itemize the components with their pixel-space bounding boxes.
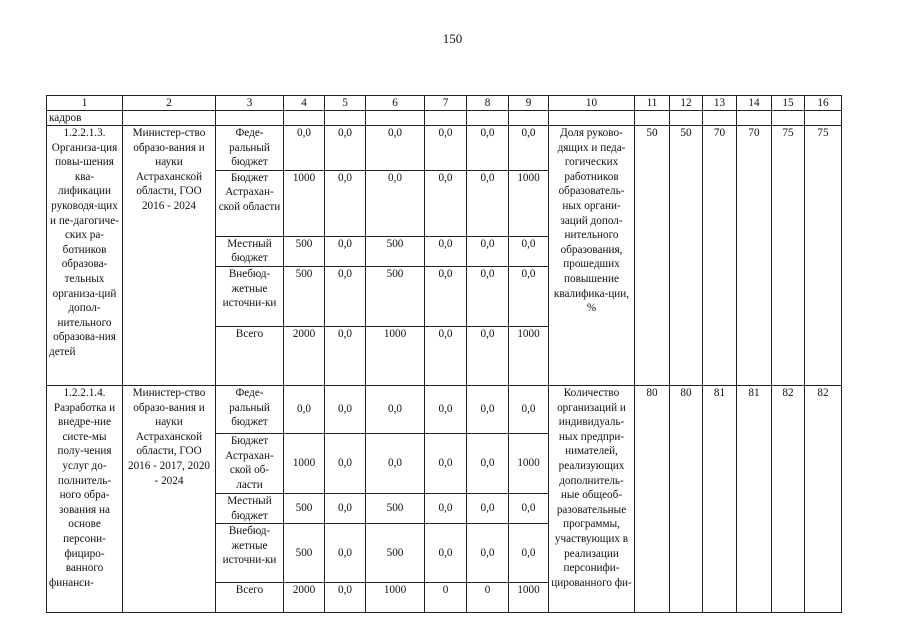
col-header: 2: [123, 96, 216, 111]
value-cell: 2000: [284, 583, 325, 613]
executor-cell: Министер-ство образо-вания и науки Астраханской области, ГОО 2016 - 2024: [123, 126, 216, 386]
value-cell: 0: [467, 583, 509, 613]
value-cell: 0,0: [467, 433, 509, 493]
value-cell: 0,0: [366, 170, 425, 236]
value-cell: 0,0: [325, 170, 366, 236]
value-cell: 0,0: [325, 493, 366, 523]
col-header: 11: [635, 96, 670, 111]
value-cell: 0,0: [425, 126, 467, 171]
col-header: 14: [737, 96, 772, 111]
value-cell: 1000: [284, 170, 325, 236]
value-cell: 0,0: [425, 385, 467, 433]
target-cell: 75: [772, 126, 805, 386]
value-cell: 0,0: [509, 493, 549, 523]
value-cell: 0,0: [325, 583, 366, 613]
table-row: [47, 126, 842, 171]
col-header: 8: [467, 96, 509, 111]
value-cell: 0,0: [366, 126, 425, 171]
value-cell: 0,0: [325, 126, 366, 171]
value-cell: 0,0: [284, 126, 325, 171]
col-header: 4: [284, 96, 325, 111]
value-cell: 0,0: [325, 385, 366, 433]
value-cell: 0,0: [425, 433, 467, 493]
source-label: Всего: [216, 583, 284, 613]
col-header: 1: [47, 96, 123, 111]
executor-cell: Министер-ство образо-вания и науки Астраханской области, ГОО 2016 - 2017, 2020 - 2024: [123, 385, 216, 612]
value-cell: 2000: [284, 326, 325, 385]
indicator-cell: Количество организаций и индивидуаль-ных предпри-нимателей, реализующих дополнитель-ные общеоб-разовательные программы, участвующих в реализации персонифи-цированного фи-: [549, 385, 635, 612]
value-cell: 0,0: [325, 266, 366, 326]
value-cell: 500: [284, 493, 325, 523]
value-cell: 500: [366, 236, 425, 266]
col-header: 5: [325, 96, 366, 111]
value-cell: 0,0: [366, 385, 425, 433]
program-table: [46, 95, 842, 613]
source-label: Местный бюджет: [216, 493, 284, 523]
target-cell: 50: [635, 126, 670, 386]
source-label: Всего: [216, 326, 284, 385]
source-label: Бюджет Астрахан-ской области: [216, 170, 284, 236]
measure-name: Организа-ция повы-шения ква-лификации руководя-щих и пе-дагогиче-ских ра-ботников образова-тельных организа-ций допол-нительного образова-ния детей: [49, 141, 119, 358]
measure-title: [47, 385, 123, 612]
target-cell: 50: [670, 126, 703, 386]
value-cell: 0,0: [467, 170, 509, 236]
continuation-row: [47, 111, 842, 126]
value-cell: 0,0: [467, 326, 509, 385]
col-header: 9: [509, 96, 549, 111]
source-label: Бюджет Астрахан-ской об-ласти: [216, 433, 284, 493]
value-cell: 1000: [366, 326, 425, 385]
value-cell: 0,0: [509, 236, 549, 266]
value-cell: 0,0: [425, 236, 467, 266]
source-label: Местный бюджет: [216, 236, 284, 266]
value-cell: 0,0: [509, 385, 549, 433]
col-header: 6: [366, 96, 425, 111]
source-label: Внебюд-жетные источни-ки: [216, 266, 284, 326]
measure-code: 1.2.2.1.4.: [63, 386, 106, 399]
value-cell: 0,0: [467, 126, 509, 171]
source-label: Феде-ральный бюджет: [216, 126, 284, 171]
measure-name: Разработка и внедре-ние систе-мы полу-чения услуг до-полнитель-ного обра-зования на основе персони-фициро-ванного финанси-: [49, 401, 116, 589]
value-cell: 0,0: [425, 266, 467, 326]
target-cell: 80: [635, 385, 670, 612]
value-cell: 1000: [509, 326, 549, 385]
col-header: 12: [670, 96, 703, 111]
continued-text: кадров: [47, 111, 123, 126]
value-cell: 0,0: [467, 266, 509, 326]
value-cell: 0,0: [467, 524, 509, 583]
source-label: Феде-ральный бюджет: [216, 385, 284, 433]
value-cell: 500: [284, 266, 325, 326]
value-cell: 500: [366, 493, 425, 523]
value-cell: 0: [425, 583, 467, 613]
value-cell: 0,0: [509, 524, 549, 583]
value-cell: 0,0: [509, 266, 549, 326]
col-header: 15: [772, 96, 805, 111]
source-label: Внебюд-жетные источни-ки: [216, 524, 284, 583]
value-cell: 0,0: [467, 385, 509, 433]
value-cell: 0,0: [425, 524, 467, 583]
value-cell: 500: [366, 266, 425, 326]
target-cell: 82: [805, 385, 842, 612]
value-cell: 1000: [509, 170, 549, 236]
value-cell: 0,0: [325, 433, 366, 493]
col-header: 13: [703, 96, 737, 111]
header-row: [47, 96, 842, 111]
value-cell: 1000: [366, 583, 425, 613]
value-cell: 0,0: [284, 385, 325, 433]
value-cell: 1000: [284, 433, 325, 493]
col-header: 10: [549, 96, 635, 111]
value-cell: 500: [284, 236, 325, 266]
page-number: 150: [442, 31, 463, 46]
indicator-cell: Доля руково-дящих и педа-гогических работников образователь-ных органи-заций допол-нительного образования, прошедших повышение квалифика-ции, %: [549, 126, 635, 386]
target-cell: 70: [737, 126, 772, 386]
value-cell: 0,0: [467, 236, 509, 266]
value-cell: 0,0: [425, 170, 467, 236]
value-cell: 0,0: [467, 493, 509, 523]
target-cell: 70: [703, 126, 737, 386]
target-cell: 75: [805, 126, 842, 386]
col-header: 16: [805, 96, 842, 111]
value-cell: 500: [366, 524, 425, 583]
value-cell: 1000: [509, 583, 549, 613]
value-cell: 500: [284, 524, 325, 583]
table-row: [47, 385, 842, 433]
target-cell: 80: [670, 385, 703, 612]
value-cell: 1000: [509, 433, 549, 493]
target-cell: 81: [737, 385, 772, 612]
measure-title: [47, 126, 123, 386]
value-cell: 0,0: [366, 433, 425, 493]
value-cell: 0,0: [425, 326, 467, 385]
measure-code: 1.2.2.1.3.: [63, 127, 106, 139]
value-cell: 0,0: [325, 326, 366, 385]
value-cell: 0,0: [509, 126, 549, 171]
value-cell: 0,0: [325, 524, 366, 583]
value-cell: 0,0: [325, 236, 366, 266]
target-cell: 82: [772, 385, 805, 612]
value-cell: 0,0: [425, 493, 467, 523]
target-cell: 81: [703, 385, 737, 612]
col-header: 7: [425, 96, 467, 111]
col-header: 3: [216, 96, 284, 111]
